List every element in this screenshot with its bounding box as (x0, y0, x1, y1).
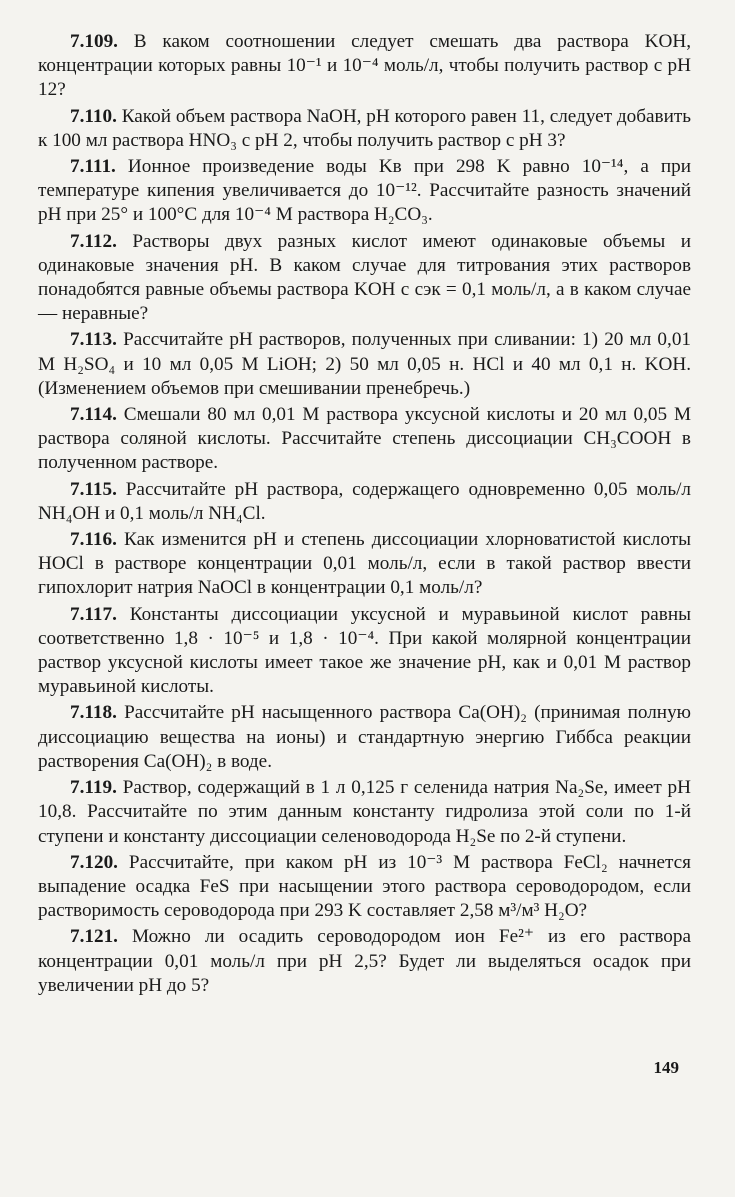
problem-number: 7.114. (70, 404, 117, 426)
problem-text: Какой объем раствора NaOH, pH которого равен 11, следует добавить к 100 мл раствора HNO₃ с pH 2, чтобы получить раствор с pH 3? (38, 105, 691, 151)
problem-7-112 (38, 230, 691, 327)
problem-text: Раствор, содержащий в 1 л 0,125 г селенида натрия Na₂Se, имеет pH 10,8. Рассчитайте по этим данным константу гидролиза этой соли по 1-й ступени и константу диссоциации селеноводорода H₂Se по 2-й ступени. (38, 777, 691, 847)
problem-text: Ионное произведение воды Kв при 298 K равно 10⁻¹⁴, а при температуре кипения увеличивается до 10⁻¹². Рассчитайте разность значений pH при 25° и 100°C для 10⁻⁴ M раствора H₂CO₃. (38, 156, 692, 226)
page-number: 149 (653, 1058, 679, 1077)
problem-text: В каком соотношении следует смешать два раствора KOH, концентрации которых равны 10⁻¹ и 10⁻⁴ моль/л, чтобы получить раствор с pH 12? (38, 31, 691, 101)
problem-number: 7.116. (70, 529, 117, 551)
problem-number: 7.118. (70, 702, 117, 724)
problem-number: 7.110. (70, 105, 117, 127)
problem-7-110 (38, 105, 691, 153)
problem-number: 7.111. (70, 156, 116, 178)
problem-text: Как изменится pH и степень диссоциации хлорноватистой кислоты HOCl в растворе концентрации 0,01 моль/л, если в такой раствор ввести гипохлорит натрия NaOCl в концентрации 0,1 моль/л? (38, 529, 691, 599)
problem-7-109 (38, 30, 691, 103)
problem-text: Рассчитайте pH раствора, содержащего одновременно 0,05 моль/л NH₄OH и 0,1 моль/л NH₄Cl. (38, 478, 691, 524)
problem-7-121 (38, 925, 691, 998)
problem-text: Рассчитайте, при каком pH из 10⁻³ M раствора FeCl₂ начнется выпадение осадка FeS при насыщении этого раствора сероводородом, если растворимость сероводорода при 293 K составляет 2,58 м³/м³ H₂O? (38, 851, 691, 922)
problem-text: Константы диссоциации уксусной и муравьиной кислот равны соответственно 1,8 · 10⁻⁵ и 1,8 · 10⁻⁴. При какой молярной концентрации раствор уксусной кислоты имеет такое же значение pH, как и 0,01 M раствор муравьиной кислоты. (38, 603, 692, 698)
problem-7-111 (38, 155, 691, 228)
problem-text: Растворы двух разных кислот имеют одинаковые объемы и одинаковые значения pH. В каком случае для титрования этих растворов понадобятся равные объемы раствора KOH с cэк = 0,1 моль/л, а в каком случае — неравные? (38, 230, 691, 325)
problem-7-117 (38, 603, 691, 700)
problem-7-114 (38, 403, 691, 476)
problem-text: Можно ли осадить сероводородом ион Fe²⁺ из его раствора концентрации 0,01 моль/л при pH 2,5? Будет ли выделяться осадок при увеличении pH до 5? (38, 926, 691, 996)
problem-text: Рассчитайте pH растворов, полученных при сливании: 1) 20 мл 0,01 M H₂SO₄ и 10 мл 0,05 M LiOH; 2) 50 мл 0,05 н. HCl и 40 мл 0,1 н. KOH. (Изменением объемов при смешивании пренебречь.) (38, 329, 692, 399)
problem-number: 7.120. (70, 851, 118, 873)
problem-number: 7.117. (70, 603, 117, 625)
problem-7-118 (38, 701, 691, 774)
problem-7-120 (38, 851, 691, 924)
problem-7-116 (38, 528, 691, 601)
problem-7-115 (38, 478, 691, 526)
problem-number: 7.119. (70, 777, 117, 799)
problem-number: 7.109. (70, 31, 118, 52)
problem-number: 7.121. (70, 926, 118, 948)
problem-number: 7.112. (70, 230, 117, 252)
problem-7-119 (38, 776, 691, 849)
problem-text: Смешали 80 мл 0,01 M раствора уксусной кислоты и 20 мл 0,05 M раствора соляной кислоты. Рассчитайте степень диссоциации CH₃COOH в полученном растворе. (38, 404, 692, 474)
problem-text: Рассчитайте pH насыщенного раствора Ca(OH)₂ (принимая полную диссоциацию вещества на ионы) и стандартную энергию Гиббса реакции растворения Ca(OH)₂ в воде. (38, 702, 692, 772)
problem-number: 7.113. (70, 329, 117, 351)
problem-7-113 (38, 328, 691, 401)
problem-number: 7.115. (70, 478, 117, 500)
